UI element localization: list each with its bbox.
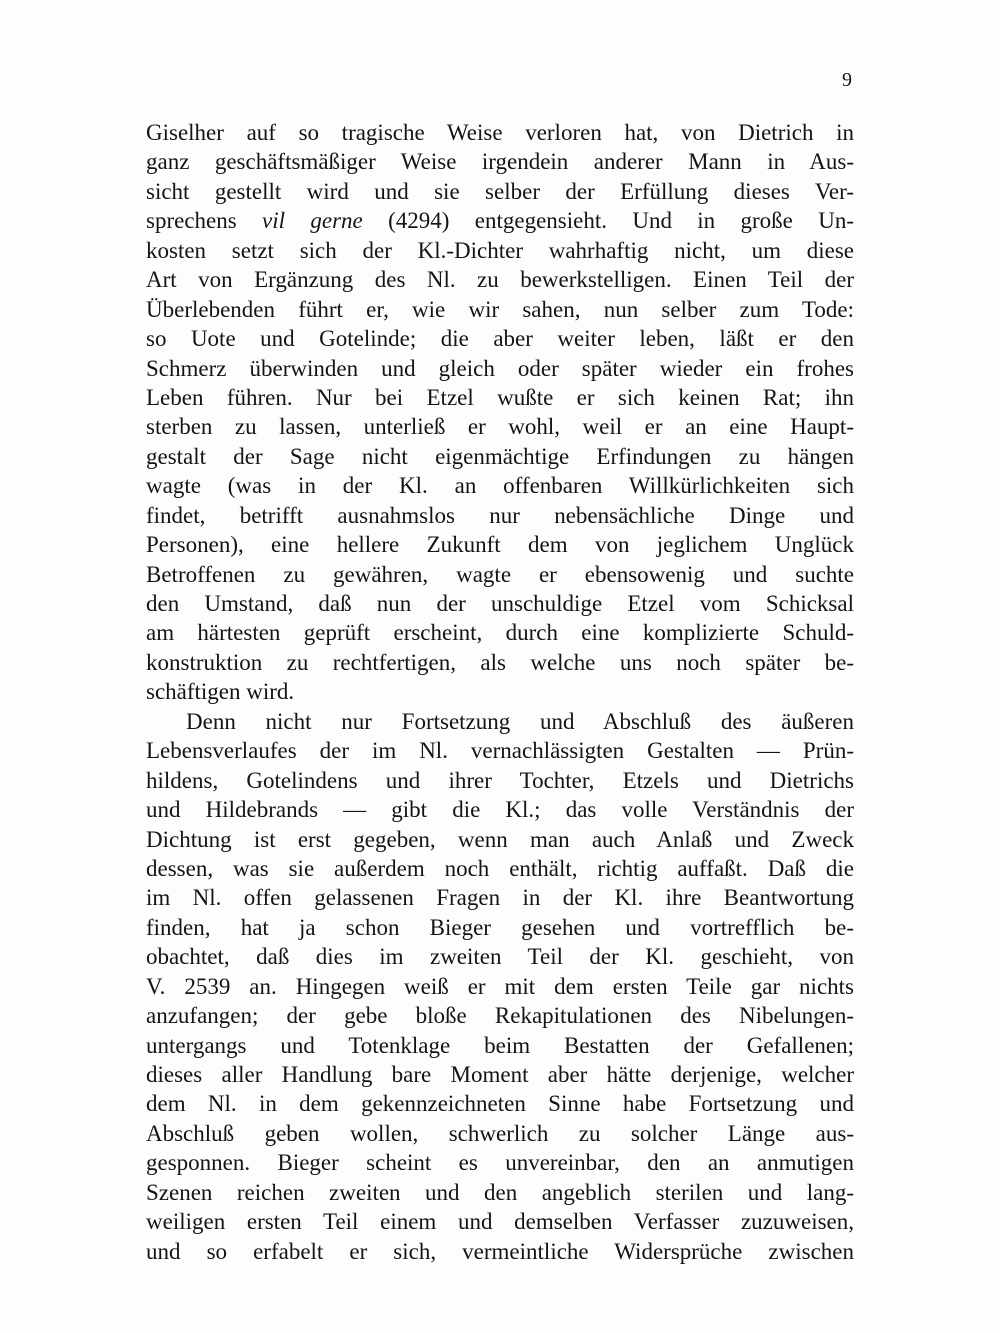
text-line: Lebensverlaufes der im Nl. vernachlässigten Gestalten — Prün- <box>146 738 854 764</box>
text-line: findet, betrifft ausnahmslos nur nebensächliche Dinge und <box>146 502 854 528</box>
text-line: und Hildebrands — gibt die Kl.; das volle Verständnis der <box>146 797 854 823</box>
text-line: dieses aller Handlung bare Moment aber hätte derjenige, welcher <box>146 1062 854 1087</box>
text-segment: (4294) entgegensieht. Und in große Un- <box>362 208 854 234</box>
text-line: Szenen reichen zweiten und den angeblich sterilen und lang- <box>146 1179 854 1205</box>
text-line: gesponnen. Bieger scheint es unvereinbar, den an anmutigen <box>146 1150 854 1176</box>
text-line: untergangs und Totenklage beim Bestatten der Gefallenen; <box>146 1032 854 1058</box>
text-line: Schmerz überwinden und gleich oder später wieder ein frohes <box>146 355 854 381</box>
text-line: sicht gestellt wird und sie selber der Erfüllung dieses Ver- <box>146 178 854 204</box>
page-number: 9 <box>842 69 852 91</box>
text-segment: sprechens <box>146 208 263 234</box>
text-line: V. 2539 an. Hingegen weiß er mit dem ersten Teile gar nichts <box>146 973 854 999</box>
text-line: konstruktion zu rechtfertigen, als welche uns noch später be- <box>146 649 854 675</box>
text-line: anzufangen; der gebe bloße Rekapitulationen des Nibelungen- <box>146 1003 854 1029</box>
text-line: dessen, was sie außerdem noch enthält, richtig auffaßt. Daß die <box>146 855 854 881</box>
text-line: hildens, Gotelindens und ihrer Tochter, Etzels und Dietrichs <box>146 767 854 793</box>
body-text <box>146 118 854 1266</box>
text-line: so Uote und Gotelinde; die aber weiter leben, läßt er den <box>146 326 854 352</box>
text-line: am härtesten geprüft erscheint, durch eine komplizierte Schuld- <box>146 620 854 646</box>
quoted-phrase: vil gerne <box>262 208 363 234</box>
text-line: Denn nicht nur Fortsetzung und Abschluß des äußeren <box>186 708 854 734</box>
text-line: finden, hat ja schon Bieger gesehen und vortrefflich be- <box>146 914 854 940</box>
text-line: den Umstand, daß nun der unschuldige Etzel vom Schicksal <box>146 591 854 616</box>
text-line: weiligen ersten Teil einem und demselben Verfasser zuzuweisen, <box>146 1209 854 1235</box>
paragraph-1 <box>146 118 854 707</box>
text-line: sterben zu lassen, unterließ er wohl, weil er an eine Haupt- <box>146 414 854 440</box>
text-line: gestalt der Sage nicht eigenmächtige Erfindungen zu hängen <box>146 443 854 469</box>
text-line: schäftigen wird. <box>146 679 295 705</box>
text-line: dem Nl. in dem gekennzeichneten Sinne habe Fortsetzung und <box>146 1091 854 1117</box>
paragraph-2 <box>146 707 854 1266</box>
text-line <box>146 206 854 235</box>
text-line: Personen), eine hellere Zukunft dem von jeglichem Unglück <box>146 532 854 558</box>
text-line: Art von Ergänzung des Nl. zu bewerkstelligen. Einen Teil der <box>146 267 854 293</box>
text-line: ganz geschäftsmäßiger Weise irgendein anderer Mann in Aus- <box>146 149 854 175</box>
text-line: Giselher auf so tragische Weise verloren hat, von Dietrich in <box>146 120 854 145</box>
text-line: Betroffenen zu gewähren, wagte er ebensowenig und suchte <box>146 561 854 587</box>
text-line: wagte (was in der Kl. an offenbaren Willkürlichkeiten sich <box>146 473 854 499</box>
text-line: Überlebenden führt er, wie wir sahen, nun selber zum Tode: <box>146 296 854 322</box>
text-line: und so erfabelt er sich, vermeintliche Widersprüche zwischen <box>146 1238 854 1264</box>
text-line: Dichtung ist erst gegeben, wenn man auch Anlaß und Zweck <box>146 826 854 852</box>
text-line: Abschluß geben wollen, schwerlich zu solcher Länge aus- <box>146 1120 854 1146</box>
text-line: obachtet, daß dies im zweiten Teil der Kl. geschieht, von <box>146 944 854 970</box>
text-line: im Nl. offen gelassenen Fragen in der Kl. ihre Beantwortung <box>146 885 854 911</box>
text-line: kosten setzt sich der Kl.-Dichter wahrhaftig nicht, um diese <box>146 237 854 263</box>
text-line: Leben führen. Nur bei Etzel wußte er sich keinen Rat; ihn <box>146 384 854 410</box>
